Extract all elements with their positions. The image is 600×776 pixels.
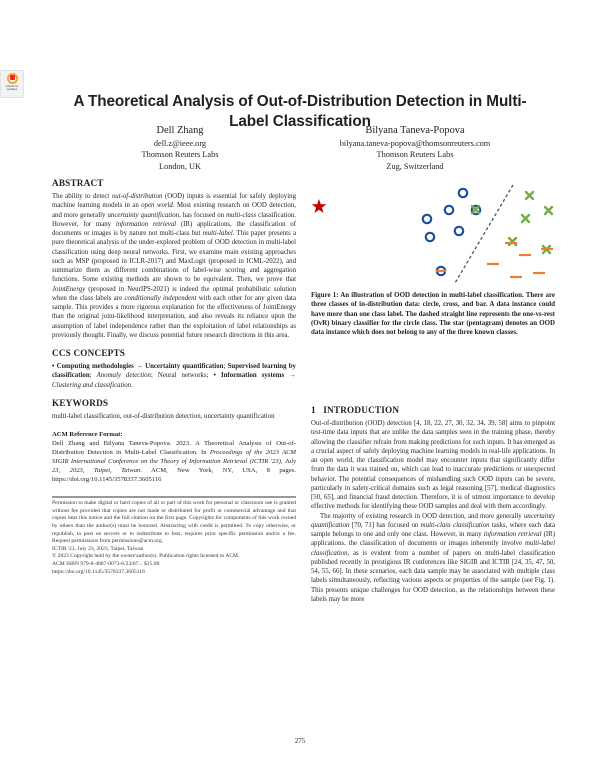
ccs-text: • Computing methodologies → Uncertainty quantification; Supervised learning by classification; Anomaly detection; Neural networks; • Information systems → Clustering and classification. [52,363,296,389]
author-location: London, UK [159,161,201,171]
conference-info: ICTIR '23, July 23, 2023, Taipei, Taiwan [52,545,144,552]
permission-notice: Permission to make digital or hard copies of all or part of this work for personal or classroom use is granted without fee provided that copies are not made or distributed for profit or commercial advantage and that copies bear this notice and the full citation on the first page. Copyrights for components of this work owned by others than the author(s) must be honored. Abstracting with credit is permitted. To copy otherwise, or republish, to post on servers or to redistribute to lists, requires prior specific permission and/or a fee. Request permissions from permissions@acm.org. [52,500,296,545]
intro-paragraph-1: Out-of-distribution (OOD) detection [4, 18, 22, 27, 30, 32, 34, 39, 58] aims to pinpoint test-time data inputs that are unlike the data samples seen in the training phase, thereby allowing the classifier refrain from making predictions for such inputs. It has emerged as a crucial aspect of safely deploying machine learning models in real-life applications. In an open world, the classification model may encounter inputs that significantly differ from the data it was trained on, which can lead to inaccurate predictions or unexpected behavior. The potential consequences of mishandling such OOD inputs can be severe, particularly in safety-critical domains such as legal reasoning [57], medical diagnostics [50, 65], and financial fraud detection. Therefore, it is of utmost importance to develop effective methods for identifying these OOD samples and deal with them accordingly. [311,420,555,511]
ccs-heading: CCS CONCEPTS [52,348,126,358]
author-block-2 [310,124,520,172]
isbn: ACM ISBN 979-8-4007-0073-6/23/07... $15.00 [52,561,160,567]
reference-format-text: Dell Zhang and Bilyana Taneva-Popova. 2023. A Theoretical Analysis of Out-of-Distribution Detection in Multi-Label Classification. In Proceedings of the 2023 ACM SIGIR International Conference on the Theory of Information Retrieval (ICTIR '23), July 23, 2023, Taipei, Taiwan. ACM, New York, NY, USA, 8 pages. https://doi.org/10.1145/3578337.3605116 [52,440,296,484]
author-affiliation: Thomson Reuters Labs [376,150,454,160]
circle-class-points [423,189,480,275]
author-email[interactable]: dell.z@ieee.org [153,138,207,148]
keywords-text: multi-label classification, out-of-distribution detection, uncertainty quantification [52,412,275,420]
figure-1-illustration [305,178,560,283]
intro-paragraph-2: The majority of existing research in OOD detection, and more generally uncertainty quantification [70, 71] has focused on multi-class classification tasks, where each data sample belongs to one and only one class. However, in many information retrieval (IR) applications, the classification of documents or images inherently involve multi-label classification, as is evident from a number of papers on multi-label classification published recently in prestigious IR conferences like SIGIR and ICTIR [24, 35, 47, 50, 54, 55, 66]. In these scenarios, each data sample may be associated with multiple class labels simultaneously, reflecting various aspects or properties of the sample (see Fig. 1). This presents unique challenges for OOD detection, as the relationships between these labels may be more [311,512,555,603]
abstract-text: The ability to detect out-of-distribution (OOD) inputs is essential for safely deploying machine learning models in an open world. Most existing research on OOD detection, and more generally uncertainty quantification, has focused on multi-class classification. However, for many information retrieval (IR) applications, the classification of documents or images is by nature not multi-class but multi-label. This paper presents a pure theoretical analysis of the under-explored problem of OOD detection in multi-label classification using deep neural networks. First, we examine main existing approaches such as MSP (proposed in ICLR-2017) and MaxLogit (proposed in ICML-2022), and summarize them as different combinations of label-wise scoring and aggregation functions. Some existing methods are shown to be equivalent. Then, we prove that JointEnergy (proposed in NeurIPS-2021) is indeed the optimal probabilistic solution when the class labels are conditionally independent with each other for any given data sample. This provides a more rigorous explanation for the effectiveness of JointEnergy than the original joint-likelihood interpretation, and also reveals its reliance upon the assumption of label independence rather than the exploitation of label relationships as previously thought. Finally, we discuss potential future research directions in this area. [52,193,297,339]
author-name: Bilyana Taneva-Popova [365,125,465,136]
ovr-classifier-line [455,185,513,283]
left-column [52,178,296,576]
right-column [311,405,555,604]
paper-title: A Theoretical Analysis of Out-of-Distribution Detection in Multi-Label Classification [73,93,527,130]
author-affiliation: Thomson Reuters Labs [141,150,219,160]
author-block-1 [100,124,260,172]
bar-class-points [436,243,553,277]
badge-label: Check for updates [5,84,19,91]
bookmark-icon [7,73,18,84]
check-for-updates-badge[interactable] [0,70,24,98]
author-name: Dell Zhang [156,125,204,136]
doi-link[interactable]: https://doi.org/10.1145/3578337.3605116 [52,568,145,575]
page-number: 275 [294,738,306,745]
author-location: Zug, Switzerland [386,161,444,171]
ood-scatter-diagram [305,178,560,283]
footnote-divider [52,496,296,498]
introduction-heading: 1 INTRODUCTION [311,405,400,415]
copyright-notice: © 2023 Copyright held by the owner/author(s). Publication rights licensed to ACM. [52,553,240,560]
author-email[interactable]: bilyana.taneva-popova@thomsonreuters.com [339,138,491,148]
keywords-heading: KEYWORDS [52,397,109,408]
abstract-heading: ABSTRACT [52,178,104,188]
reference-format-heading: ACM Reference Format: [52,431,123,438]
figure-1-caption: Figure 1: An illustration of OOD detection in multi-label classification. There are three classes of in-distribution data: circle, cross, and bar. A data instance could have more than one class label. The dashed straight line represents the one-vs-rest (OvR) binary classifier for the circle class. The star (pentagram) denotes an OOD data instance which does not belong to any of the three known classes. [311,291,555,337]
ood-star-icon [312,199,327,213]
